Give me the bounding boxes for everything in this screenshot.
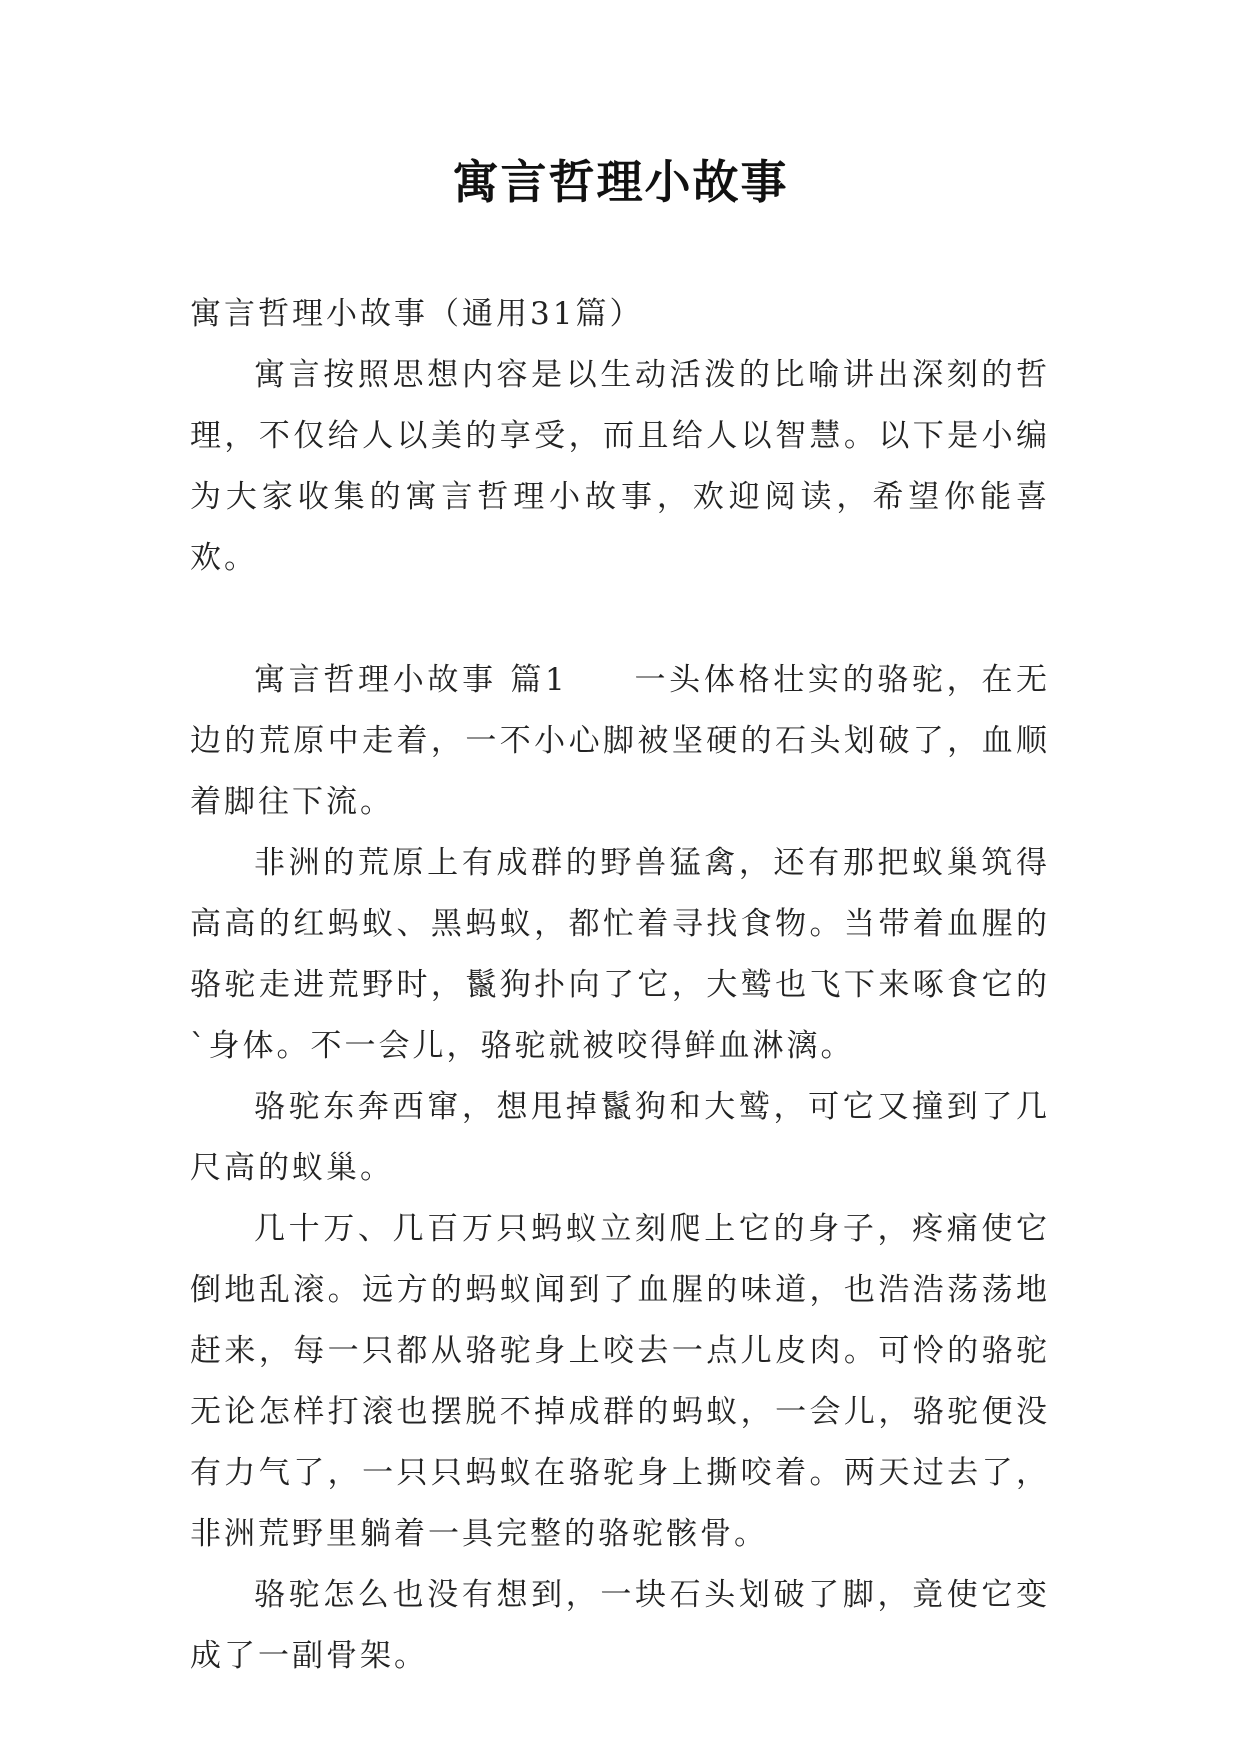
story-paragraph-2: 非洲的荒原上有成群的野兽猛禽，还有那把蚁巢筑得高高的红蚂蚁、黑蚂蚁，都忙着寻找食物。当带着血腥的骆驼走进荒野时，鬣狗扑向了它，大鹫也飞下来啄食它的`身体。不一会儿，骆驼就被咬得鲜血淋漓。: [190, 845, 1050, 1064]
section-heading: 寓言哲理小故事 篇1: [254, 662, 568, 698]
story-paragraph-1: 一头体格壮实的骆驼，在无边的荒原中走着，一不小心脚被坚硬的石头划破了，血顺着脚往下流。: [190, 662, 1051, 820]
story-paragraph-4: 几十万、几百万只蚂蚁立刻爬上它的身子，疼痛使它倒地乱滚。远方的蚂蚁闻到了血腥的味道，也浩浩荡荡地赶来，每一只都从骆驼身上咬去一点儿皮肉。可怜的骆驼无论怎样打滚也摆脱不掉成群的蚂蚁，一会儿，骆驼便没有力气了，一只只蚂蚁在骆驼身上撕咬着。两天过去了，非洲荒野里躺着一具完整的骆驼骸骨。: [190, 1211, 1050, 1552]
story-paragraph-5: 骆驼怎么也没有想到，一块石头划破了脚，竟使它变成了一副骨架。: [190, 1577, 1050, 1674]
intro-paragraph: 寓言按照思想内容是以生动活泼的比喻讲出深刻的哲理，不仅给人以美的享受，而且给人以智慧。以下是小编为大家收集的寓言哲理小故事，欢迎阅读，希望你能喜欢。: [190, 357, 1050, 576]
story-paragraph-3: 骆驼东奔西窜，想甩掉鬣狗和大鹫，可它又撞到了几尺高的蚁巢。: [190, 1089, 1050, 1186]
document-body: [190, 284, 1050, 1687]
paragraph-spacer: [190, 589, 1050, 650]
document-title: 寓言哲理小故事: [452, 155, 789, 209]
document-subtitle: 寓言哲理小故事（通用31篇）: [190, 296, 644, 332]
section-first-paragraph: [190, 650, 1050, 833]
